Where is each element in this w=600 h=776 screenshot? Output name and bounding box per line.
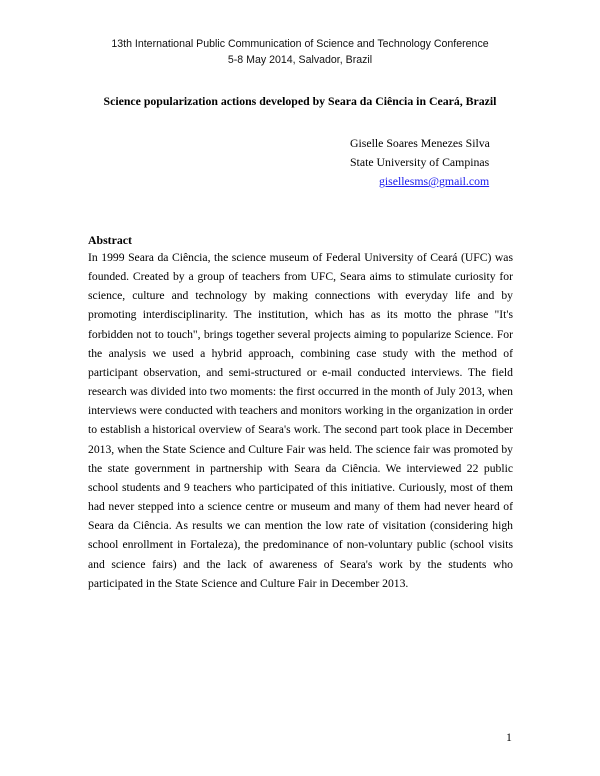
- conference-header: [0, 36, 600, 68]
- author-email-link[interactable]: gisellesms@gmail.com: [379, 174, 490, 188]
- abstract-body: In 1999 Seara da Ciência, the science museum of Federal University of Ceará (UFC) was founded. Created by a group of teachers from UFC, Seara aims to stimulate curiosity for science, culture and technology by making connections with everyday life and by promoting interdisciplinarity. The institution, which has as its motto the phrase "It's forbidden not to touch", brings together several projects aiming to popularize Science. For the analysis we used a hybrid approach, combining case study with the method of participant observation, and semi-structured or e-mail conducted interviews. The field research was divided into two moments: the first occurred in the month of July 2013, when interviews were conducted with teachers and monitors working in the organization in order to establish a historical overview of Seara's work. The second part took place in December 2013, when the State Science and Culture Fair was held. The science fair was promoted by the state government in partnership with Seara da Ciência. We interviewed 22 public school students and 9 teachers who participated of this initiative. Curiously, most of them had never stepped into a science centre or museum and many of them had never heard of Seara da Ciência. As results we can mention the low rate of visitation (considering high school enrollment in Fortaleza), the predominance of non-voluntary public (school visits and science fairs) and the lack of awareness of Seara's work by the students who participated in the State Science and Culture Fair in December 2013.: [88, 251, 513, 590]
- conference-name: 13th International Public Communication of Science and Technology Conference: [111, 38, 489, 50]
- author-block: [350, 134, 570, 191]
- conference-date-location: 5-8 May 2014, Salvador, Brazil: [227, 54, 373, 66]
- paper-title: Science popularization actions developed by Seara da Ciência in Ceará, Brazil: [103, 94, 497, 108]
- page-number: 1: [506, 730, 512, 744]
- author-name: Giselle Soares Menezes Silva: [350, 136, 490, 150]
- author-affiliation: State University of Campinas: [350, 155, 490, 169]
- abstract-heading: Abstract: [88, 233, 132, 247]
